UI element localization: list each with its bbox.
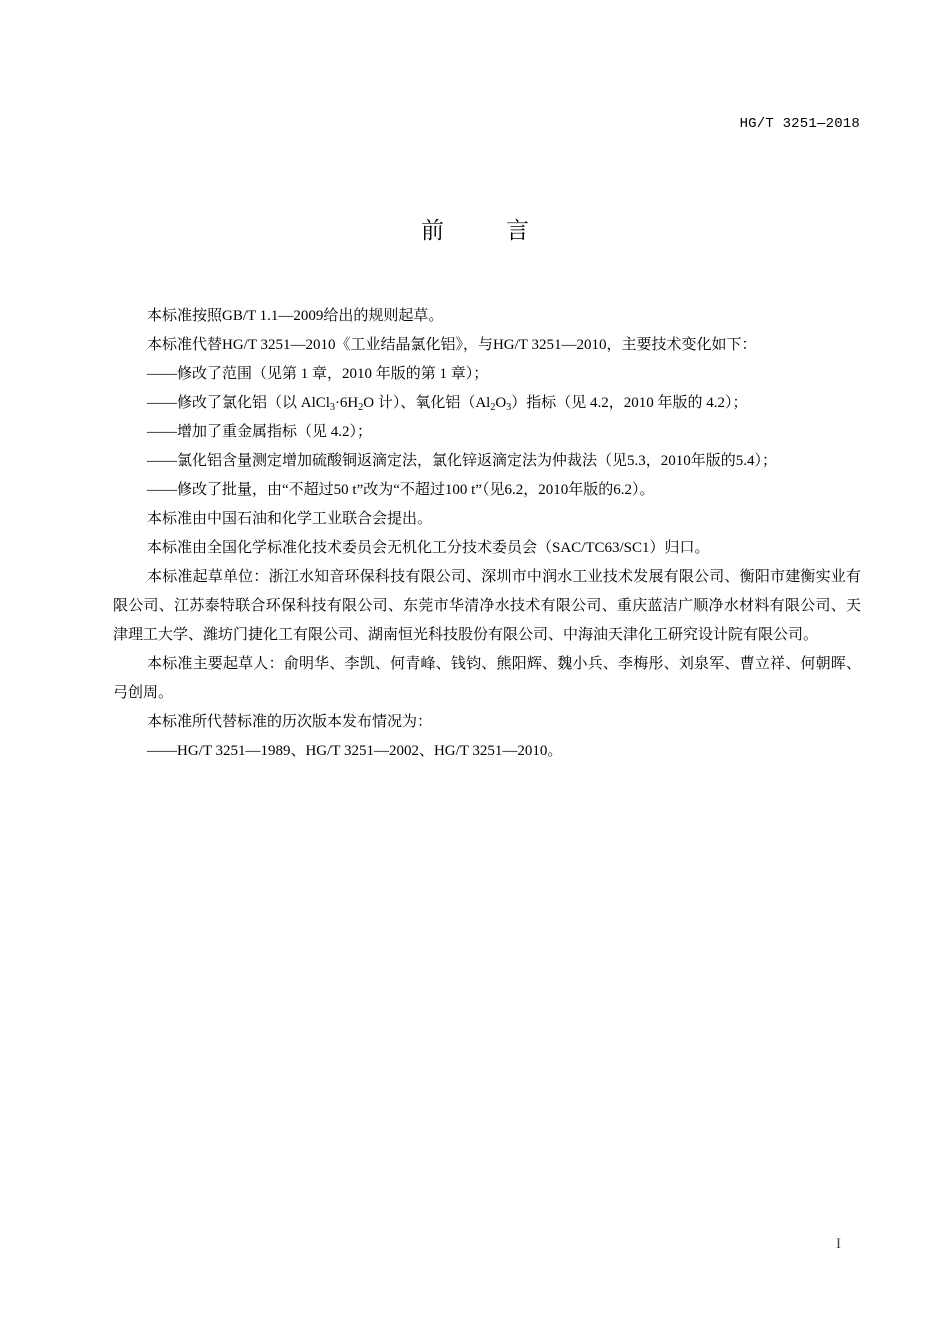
paragraph-drafting-rules: 本标准按照GB/T 1.1—2009给出的规则起草。 bbox=[147, 308, 444, 324]
change-text: O bbox=[495, 395, 507, 411]
title-char-1: 前 bbox=[421, 218, 444, 244]
subscript: 3 bbox=[329, 402, 335, 413]
paragraph-drafting-units: 本标准起草单位：浙江水知音环保科技有限公司、深圳市中润水工业技术发展有限公司、衡阳市建衡实业有限公司、江苏泰特联合环保科技有限公司、东莞市华清净水技术有限公司、重庆蓝洁广顺净水材料有限公司、天津理工大学、潍坊门捷化工有限公司、湖南恒光科技股份有限公司、中海油天津化工研究设计院有限公司。 bbox=[113, 569, 861, 643]
paragraph-replaces: 本标准代替HG/T 3251—2010《工业结晶氯化铝》，与HG/T 3251—2010，主要技术变化如下： bbox=[147, 337, 757, 353]
paragraph-centralized-by: 本标准由全国化学标准化技术委员会无机化工分技术委员会（SAC/TC63/SC1）归口。 bbox=[147, 540, 710, 556]
change-text: ——修改了氯化铝（以 AlCl bbox=[147, 395, 330, 411]
page-number: I bbox=[836, 1236, 841, 1252]
paragraph-history-intro: 本标准所代替标准的历次版本发布情况为： bbox=[147, 714, 433, 730]
change-item-indicators bbox=[113, 389, 861, 418]
subscript: 2 bbox=[358, 402, 364, 413]
change-item-heavy-metals: ——增加了重金属指标（见 4.2）； bbox=[147, 424, 373, 440]
change-text: O 计）、氧化铝（Al bbox=[363, 395, 491, 411]
page-title bbox=[0, 212, 950, 245]
title-char-2: 言 bbox=[506, 218, 529, 244]
change-item-batch: ——修改了批量，由“不超过50 t”改为“不超过100 t”（见6.2，2010年版的6.2）。 bbox=[147, 482, 655, 498]
change-text: ）指标（见 4.2，2010 年版的 4.2）； bbox=[511, 395, 748, 411]
change-item-test-method: ——氯化铝含量测定增加硫酸铜返滴定法，氯化锌返滴定法为仲裁法（见5.3，2010年版的5.4）； bbox=[147, 453, 778, 469]
paragraph-proposed-by: 本标准由中国石油和化学工业联合会提出。 bbox=[147, 511, 433, 527]
change-item-scope: ——修改了范围（见第 1 章，2010 年版的第 1 章）； bbox=[147, 366, 489, 382]
paragraph-drafters: 本标准主要起草人：俞明华、李凯、何青峰、钱钧、熊阳辉、魏小兵、李梅彤、刘泉军、曹立祥、何朝晖、弓创周。 bbox=[113, 656, 861, 701]
subscript: 2 bbox=[490, 402, 496, 413]
standard-code-header: HG/T 3251—2018 bbox=[739, 116, 860, 132]
change-text: ·6H bbox=[334, 395, 359, 411]
subscript: 3 bbox=[506, 402, 512, 413]
foreword-body bbox=[113, 302, 861, 766]
history-item: ——HG/T 3251—1989、HG/T 3251—2002、HG/T 3251—2010。 bbox=[147, 743, 563, 759]
